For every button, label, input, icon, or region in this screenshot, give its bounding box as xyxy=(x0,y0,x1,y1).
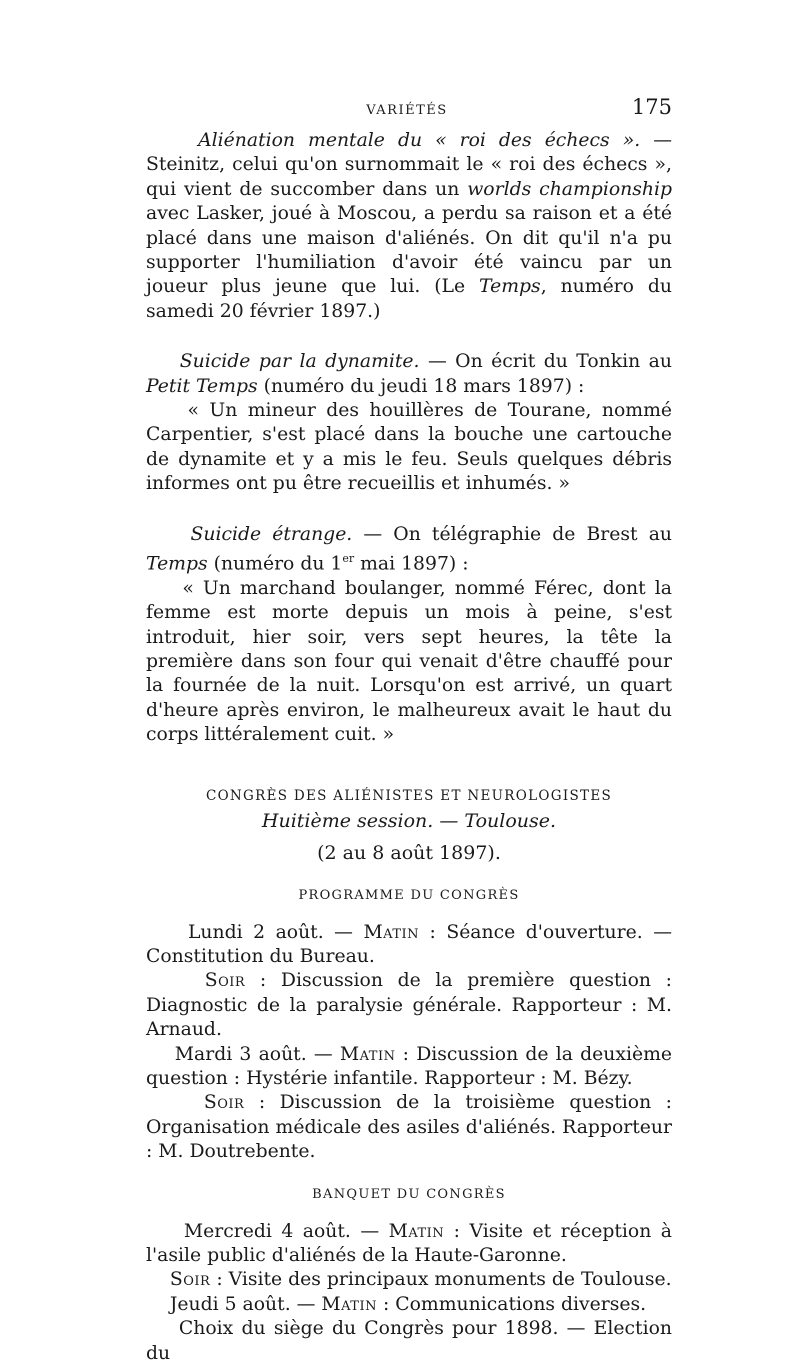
quote-etrange xyxy=(146,577,672,748)
item-text: : Visite des principaux monuments de Toulouse. xyxy=(210,1269,672,1291)
item-time: Matin xyxy=(339,1043,396,1065)
item-text: : Discussion de la deuxième question : Hystérie infantile. Rapporteur : M. Bézy. xyxy=(146,1043,672,1090)
text: mai 1897) : xyxy=(354,553,469,575)
heading-alienation: Aliénation mentale du « roi des échecs ». xyxy=(198,130,641,151)
running-title: VARIÉTÉS xyxy=(366,103,448,118)
item-text: : Visite et réception à l'asile public d'aliénés de la Haute-Garonne. xyxy=(146,1220,672,1267)
item-text: : Discussion de la première question : Diagnostic de la paralysie générale. Rapporteur : M. Arnaud. xyxy=(146,970,672,1041)
dash: — xyxy=(640,130,672,151)
journal-title: Petit Temps xyxy=(146,375,258,397)
programme-title: PROGRAMME DU CONGRÈS xyxy=(298,887,520,903)
item-lead: Mardi 3 août. — xyxy=(174,1043,340,1065)
text: — On télégraphie de Brest au xyxy=(352,523,672,545)
item-lead: Choix du siège du Congrès pour 1898. — Election du xyxy=(146,1318,672,1364)
session-text: Huitième session. — Toulouse. xyxy=(261,809,557,832)
banquet-item xyxy=(146,1220,672,1269)
italic-term: worlds championship xyxy=(467,178,672,200)
item-time: Matin xyxy=(321,1293,377,1315)
heading-dynamite: Suicide par la dynamite. xyxy=(179,351,420,373)
quote-text: « Un marchand boulanger, nommé Férec, dont la femme est morte depuis un mois à peine, s'est introduit, hier soir, vers sept heures, la tête la première dans son four qui venait d'être chauffé pour la fournée de la nuit. Lorsqu'on est arrivé, un quart d'heure après environ, le malheureux avait le haut du corps littéralement cuit. » xyxy=(146,577,672,746)
item-time: Matin xyxy=(363,921,420,943)
text: avec Lasker, joué à Moscou, a perdu sa raison et a été placé dans une maison d'aliénés. On dit qu'il n'a pu supporter l'humiliation d'avoir été vaincu par un joueur plus jeune que lui. (Le xyxy=(146,203,672,298)
text: (numéro du 1 xyxy=(207,553,343,575)
banquet-list xyxy=(146,1220,672,1366)
heading-etrange: Suicide étrange. xyxy=(190,523,353,545)
text: Steinitz, celui qu'on surnommait le « roi des échecs », qui vient de succomber dans un xyxy=(146,154,672,200)
item-lead: Mercredi 4 août. — xyxy=(183,1220,389,1242)
programme-list xyxy=(146,921,672,1165)
paragraph-etrange xyxy=(146,523,672,577)
journal-title: Temps xyxy=(146,553,208,575)
programme-item xyxy=(146,969,672,1042)
item-time: Soir xyxy=(169,1269,211,1291)
page-number: 175 xyxy=(631,95,672,119)
programme-item xyxy=(146,921,672,970)
running-head xyxy=(142,95,672,129)
banquet-item xyxy=(146,1317,672,1366)
paragraph-dynamite xyxy=(146,350,672,399)
banquet-item xyxy=(146,1293,672,1317)
programme-item xyxy=(146,1091,672,1164)
item-time: Soir xyxy=(203,1092,245,1114)
text: — On écrit du Tonkin au xyxy=(419,351,672,373)
banquet-title: BANQUET DU CONGRÈS xyxy=(312,1186,506,1202)
item-lead: Lundi 2 août. — xyxy=(187,921,364,943)
banquet-item xyxy=(146,1268,672,1292)
session-line xyxy=(146,810,672,832)
superscript: er xyxy=(342,552,355,566)
item-text: : Communications diverses. xyxy=(376,1293,647,1315)
journal-title: Temps xyxy=(479,276,541,298)
item-lead: Jeudi 5 août. — xyxy=(169,1293,322,1315)
item-text: : Discussion de la troisième question : Organisation médicale des asiles d'aliénés. Rapporteur : M. Doutrebente. xyxy=(146,1092,672,1163)
item-time: Soir xyxy=(204,970,246,992)
quote-text: « Un mineur des houillères de Tourane, nommé Carpentier, s'est placé dans la bouche une cartouche de dynamite et y a mis le feu. Seuls quelques débris informes ont pu être recueillis et inhumés. » xyxy=(146,400,672,495)
paragraph-alienation xyxy=(146,129,672,324)
text: , numéro du samedi 20 février 1897.) xyxy=(146,276,672,322)
quote-dynamite xyxy=(146,399,672,497)
item-text: : Séance d'ouverture. — Constitution du Bureau. xyxy=(146,921,672,968)
programme-item xyxy=(146,1043,672,1092)
text: (numéro du jeudi 18 mars 1897) : xyxy=(257,375,585,397)
item-time: Matin xyxy=(388,1220,445,1242)
dates-line: (2 au 8 août 1897). xyxy=(317,841,501,864)
congres-title: CONGRÈS DES ALIÉNISTES ET NEUROLOGISTES xyxy=(205,787,613,804)
